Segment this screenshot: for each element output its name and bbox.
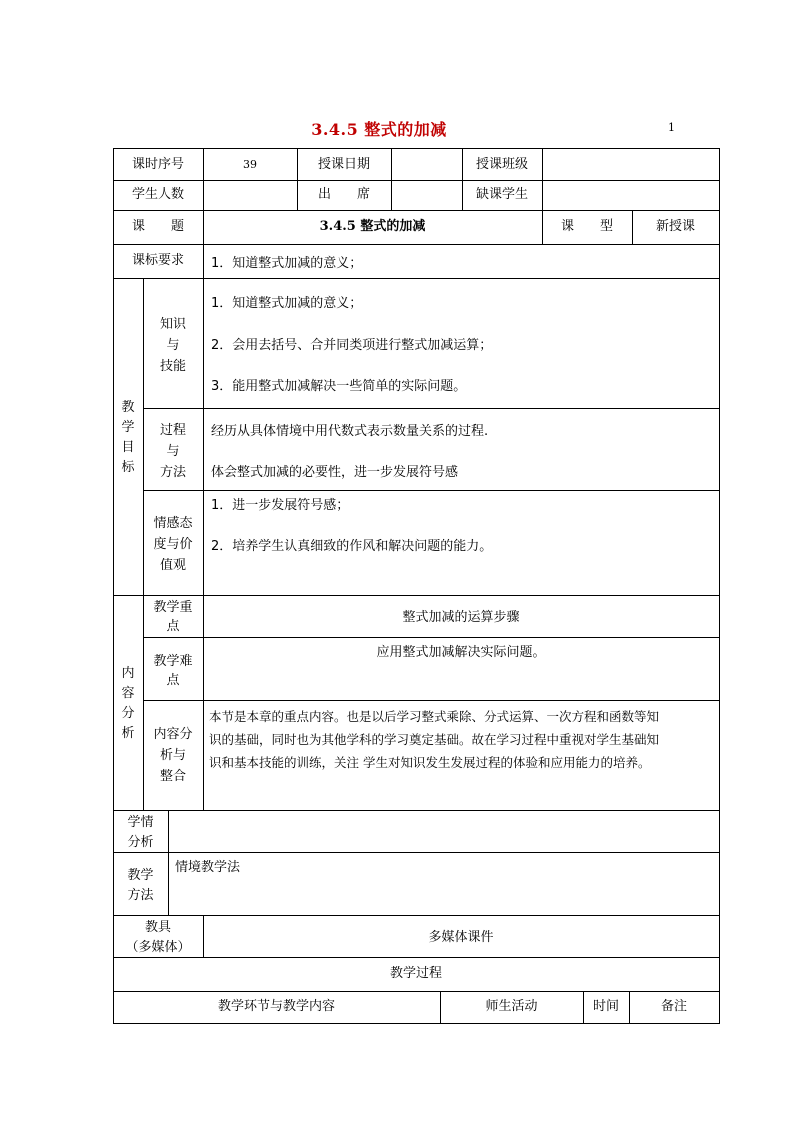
key-point-label-line: 点 [166, 619, 180, 634]
knowledge-label [143, 314, 203, 377]
method-label [113, 866, 168, 906]
method-text: 情境教学法 [175, 860, 241, 875]
students-label: 学生人数 [131, 187, 184, 202]
integration-text-line: 识的基础，同时也为其他学科的学习奠定基础。故在学习过程中重视对学生基础知 [209, 732, 660, 747]
table-rule-horizontal [113, 244, 720, 245]
process-item: 经历从具体情境中用代数式表示数量关系的过程. [211, 424, 489, 439]
date-label: 授课日期 [317, 157, 370, 172]
knowledge-item: 1．知道整式加减的意义； [211, 296, 363, 311]
standard-label: 课标要求 [131, 253, 184, 268]
analysis-label-char: 分 [121, 706, 135, 721]
column-header-time: 时间 [592, 999, 619, 1014]
table-rule-vertical [168, 810, 169, 916]
difficulty-label-line: 教学难 [153, 654, 193, 669]
goals-label-char: 目 [121, 440, 135, 455]
page-title: 3.4.5 整式的加减 [311, 120, 447, 139]
learning-label-line: 学情 [127, 815, 154, 830]
tools-label-line: （多媒体） [125, 940, 191, 955]
table-rule-vertical [719, 148, 720, 1024]
goals-label-char: 标 [121, 460, 135, 475]
emotion-label [143, 513, 203, 576]
table-rule-horizontal [113, 957, 720, 958]
learning-label [113, 813, 168, 853]
table-rule-vertical [203, 278, 204, 811]
tools-label-line: 教具 [144, 920, 171, 935]
integration-label-line: 内容分 [153, 727, 193, 742]
analysis-label [113, 664, 143, 744]
lesson-no-label: 课时序号 [131, 157, 184, 172]
emotion-item: 1．进一步发展符号感； [211, 498, 350, 513]
analysis-label-char: 析 [121, 726, 135, 741]
knowledge-label-line: 与 [166, 338, 180, 353]
type-value: 新授课 [655, 219, 695, 234]
integration-label-line: 析与 [159, 748, 186, 763]
analysis-label-char: 容 [121, 686, 135, 701]
goals-label-char: 学 [121, 420, 135, 435]
learning-label-line: 分析 [127, 835, 154, 850]
process-section-title: 教学过程 [389, 966, 442, 981]
process-label-line: 与 [166, 444, 180, 459]
topic-value: 3.4.5 整式的加减 [319, 219, 426, 234]
key-point-label-line: 教学重 [153, 600, 193, 615]
topic-label: 课 题 [131, 219, 184, 234]
difficulty-label [143, 652, 203, 690]
integration-text [209, 705, 659, 774]
class-value [542, 150, 719, 180]
key-point-label [143, 598, 203, 636]
lesson-no-value: 39 [243, 158, 257, 171]
process-item: 体会整式加减的必要性，进一步发展符号感 [211, 465, 459, 480]
emotion-label-line: 情感态 [153, 516, 193, 531]
tools-text: 多媒体课件 [428, 930, 494, 945]
absent-label: 缺课学生 [475, 187, 528, 202]
class-label: 授课班级 [475, 157, 528, 172]
knowledge-label-line: 知识 [159, 317, 186, 332]
date-value [391, 150, 462, 180]
table-rule-horizontal [113, 852, 720, 853]
table-rule-horizontal [143, 700, 720, 701]
students-value [203, 180, 297, 210]
process-label [143, 420, 203, 483]
integration-label-line: 整合 [159, 769, 186, 784]
page-number: 1 [668, 121, 675, 134]
type-label: 课 型 [560, 219, 613, 234]
column-header-notes: 备注 [660, 999, 687, 1014]
knowledge-label-line: 技能 [159, 359, 186, 374]
key-point-text: 整式加减的运算步骤 [402, 610, 520, 625]
table-rule-horizontal [113, 810, 720, 811]
emotion-label-line: 值观 [159, 558, 186, 573]
attendance-value [391, 180, 462, 210]
standard-text: 1．知道整式加减的意义； [211, 256, 363, 271]
tools-label [113, 918, 203, 958]
table-rule-horizontal [143, 408, 720, 409]
absent-value [542, 180, 719, 210]
table-rule-horizontal [113, 595, 720, 596]
emotion-label-line: 度与价 [153, 537, 193, 552]
emotion-item: 2．培养学生认真细致的作风和解决问题的能力。 [211, 539, 493, 554]
attendance-label: 出 席 [317, 187, 370, 202]
process-label-line: 过程 [159, 423, 186, 438]
knowledge-item: 2．会用去括号、合并同类项进行整式加减运算； [211, 338, 493, 353]
table-rule-horizontal [113, 915, 720, 916]
integration-text-line: 本节是本章的重点内容。也是以后学习整式乘除、分式运算、一次方程和函数等知 [209, 709, 660, 724]
table-rule-horizontal [113, 148, 720, 149]
table-rule-horizontal [143, 490, 720, 491]
method-label-line: 方法 [127, 888, 154, 903]
integration-label [143, 724, 203, 787]
method-label-line: 教学 [127, 868, 154, 883]
process-label-line: 方法 [159, 465, 186, 480]
analysis-label-char: 内 [121, 666, 135, 681]
goals-label [113, 398, 143, 478]
goals-label-char: 教 [121, 400, 135, 415]
column-header-activity: 师生活动 [485, 999, 538, 1014]
column-header-content: 教学环节与教学内容 [217, 999, 335, 1014]
table-rule-horizontal [143, 637, 720, 638]
knowledge-item: 3．能用整式加减解决一些简单的实际问题。 [211, 379, 467, 394]
difficulty-label-line: 点 [166, 673, 180, 688]
difficulty-text: 应用整式加减解决实际问题。 [376, 645, 546, 660]
integration-text-line: 识和基本技能的训练，关注 学生对知识发生发展过程的体验和应用能力的培养。 [209, 755, 651, 770]
table-rule-horizontal [113, 278, 720, 279]
